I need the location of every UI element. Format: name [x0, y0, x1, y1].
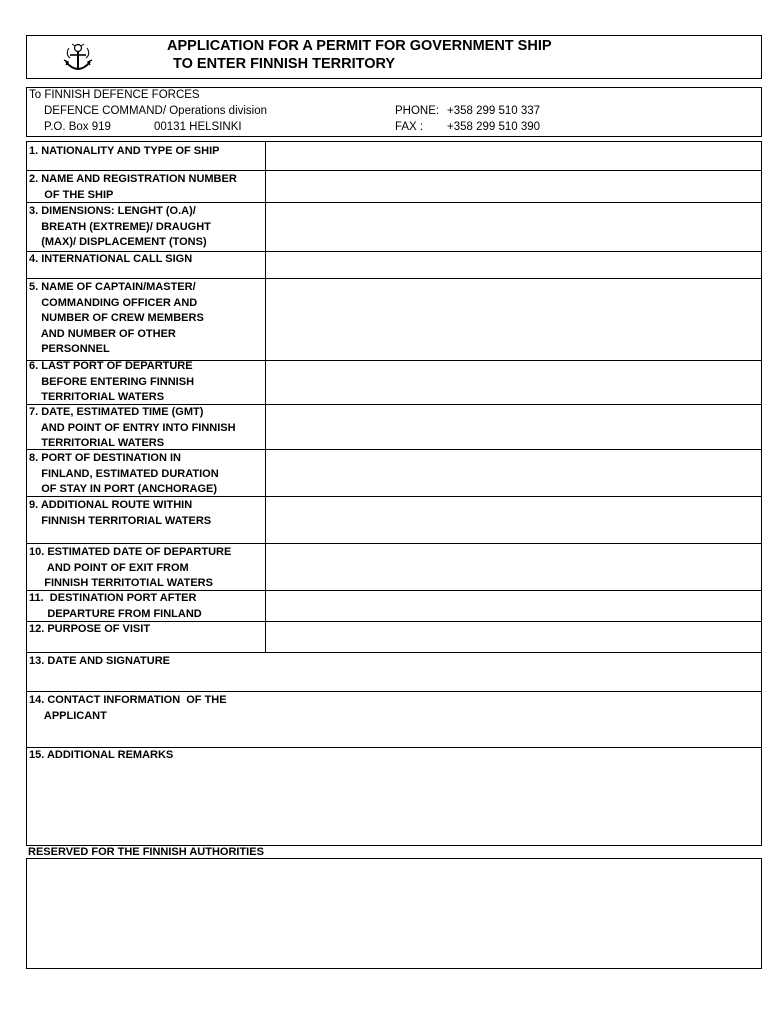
row-divider — [27, 278, 761, 279]
form-title-line1: APPLICATION FOR A PERMIT FOR GOVERNMENT SHIP — [167, 38, 552, 54]
address-block — [26, 87, 762, 137]
department-line: DEFENCE COMMAND/ Operations division — [44, 105, 268, 117]
form-title-line2: TO ENTER FINNISH TERRITORY — [173, 56, 396, 72]
row-divider — [27, 652, 761, 653]
field-label-dimensions: 3. DIMENSIONS: LENGHT (O.A)/ BREATH (EXTREME)/ DRAUGHT (MAX)/ DISPLACEMENT (TONS) — [29, 205, 211, 248]
field-label-nationality: 1. NATIONALITY AND TYPE OF SHIP — [29, 145, 220, 157]
field-label-route: 9. ADDITIONAL ROUTE WITHIN FINNISH TERRITORIAL WATERS — [29, 499, 212, 527]
phone-label: PHONE: — [395, 105, 440, 117]
row-divider — [27, 691, 761, 692]
field-label-entry: 7. DATE, ESTIMATED TIME (GMT) AND POINT OF ENTRY INTO FINNISH TERRITORIAL WATERS — [29, 406, 236, 449]
anchor-emblem-icon — [61, 40, 95, 74]
application-form-table — [26, 141, 762, 846]
row-divider — [27, 170, 761, 171]
field-label-captain-crew: 5. NAME OF CAPTAIN/MASTER/ COMMANDING OFFICER AND NUMBER OF CREW MEMBERS AND NUMBER OF OTHER PERSONNEL — [29, 281, 204, 355]
po-box: P.O. Box 919 — [44, 121, 111, 133]
reserved-box — [26, 858, 762, 969]
field-label-destination: 8. PORT OF DESTINATION IN FINLAND, ESTIMATED DURATION OF STAY IN PORT (ANCHORAGE) — [29, 452, 219, 495]
column-divider — [265, 142, 266, 652]
reserved-section-title: RESERVED FOR THE FINNISH AUTHORITIES — [28, 846, 264, 858]
field-label-destination-after: 11. DESTINATION PORT AFTER DEPARTURE FROM FINLAND — [29, 592, 202, 620]
fax-label: FAX : — [395, 121, 424, 133]
form-header — [26, 35, 762, 79]
field-label-contact: 14. CONTACT INFORMATION OF THE APPLICANT — [29, 694, 227, 722]
phone-number: +358 299 510 337 — [447, 105, 541, 117]
field-label-remarks: 15. ADDITIONAL REMARKS — [29, 749, 174, 761]
field-label-call-sign: 4. INTERNATIONAL CALL SIGN — [29, 253, 193, 265]
row-divider — [27, 543, 761, 544]
field-label-date-signature: 13. DATE AND SIGNATURE — [29, 655, 170, 667]
field-label-name-registration: 2. NAME AND REGISTRATION NUMBER OF THE SHIP — [29, 173, 237, 201]
field-label-last-port: 6. LAST PORT OF DEPARTURE BEFORE ENTERING FINNISH TERRITORIAL WATERS — [29, 360, 195, 403]
fax-number: +358 299 510 390 — [447, 121, 541, 133]
field-label-departure: 10. ESTIMATED DATE OF DEPARTURE AND POINT OF EXIT FROM FINNISH TERRITOTIAL WATERS — [29, 546, 232, 589]
field-label-purpose: 12. PURPOSE OF VISIT — [29, 623, 151, 635]
postal-code-city: 00131 HELSINKI — [154, 121, 242, 133]
recipient-line: To FINNISH DEFENCE FORCES — [29, 89, 200, 101]
